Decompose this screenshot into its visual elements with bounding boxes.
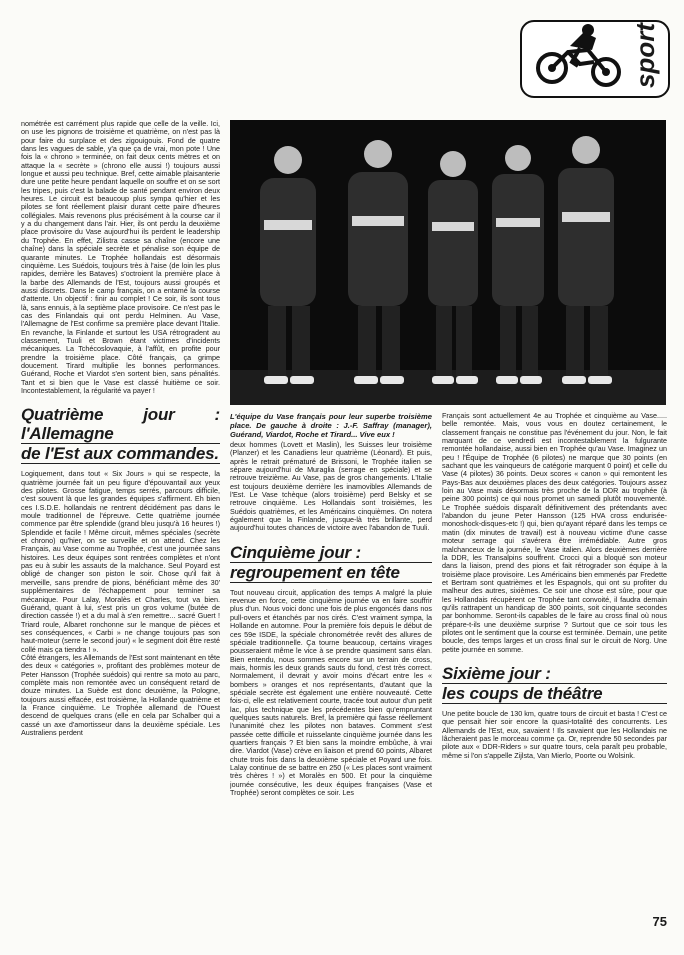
article-column-1 [21,120,220,906]
paragraph: Une petite boucle de 130 km, quatre tours de circuit et basta ! C'est ce que pensait hier soir encore la quasi-totalité des concurrents. Les Allemands de l'Est, eux, savaient ! Ils savaient que les Hollandais ne lâcheraient pas le morceau comme ça. Or, reprendre 50 secondes par pilote aux « DDR-Riders » sur quatre tours, cela paraît peu probable, même si l'on s'appelle Zijlsta, Van Mierlo, Poorte ou Wolsink. [442,708,667,760]
heading-line: Sixième jour : [442,664,667,684]
paragraph: deux hommes (Lovett et Maslin), les Suisses leur troisième (Planzer) et les Canadiens leur quatrième (Léonard). Et puis, après le retrait prématuré de Brissoni, le Trophée italien se sépare aujourd'hui de Muraglia (serrage en spéciale) et se retrouve treizième. Au Vase, pas de gros changements. L'Italie est toujours deuxième derrière les inamovibles Allemands de l'Est. Le Vase tchèque (alors troisième) perd Belsky et se retrouve cinquième. Les Hollandais sont troisièmes, les Suédois quatrièmes, et les Américains cinquièmes. On notera également que la Finlande, jusque-là très brillante, perd aujourd'hui toutes chances de victoire avec l'abandon de Tuuli. [230,440,432,533]
heading-line: de l'Est aux commandes. [21,444,219,464]
sport-logo [520,20,670,98]
page-number: 75 [652,914,667,929]
heading-line: regroupement en tête [230,563,432,583]
section-heading-day-six [442,664,667,704]
heading-line: les coups de théâtre [442,684,667,704]
paragraph: Logiquement, dans tout « Six Jours » qui se respecte, la quatrième journée fait un peu figure d'épouvantail aux yeux des pilotes. Grosse fatigue, temps serrés, parcours difficile, c'est souvent là que les grandes équipes s'affirment. Eh bien ces I.S.D.E. hollandais ne rentrent décidément pas dans le moule traditionnel de l'épreuve. Cette quatrième journée commence par être splendide (grand bleu jusqu'à 16 heures !) Splendide et facile ! Même circuit, mêmes spéciales (secrète et chrono) qu'hier, on se surveille et on attend. Chez les Français, au Vase comme au Trophée, c'est une journée sans histoires. Les deux équipes sont rentrées complètes et n'ont pas eu à subir les assauts de la malchance. Seul Poyard est obligé de changer son piston le soir. Chose qu'il fait à merveille, sans prendre de pions, bénéficiant même des 30' supplémentaires de l'échappement pour terminer sa mécanique. Pour Lalay, Moralès et Charles, tout va bien. Guérand, quant à lui, s'est pris un gros volume (butée de direction cassée !) et a du mal à s'en remettre... sacré Guert ! Triard roule, Albaret ronchonne sur le manque de pièces et ses conséquences, « Carbi » ne change toujours pas son haut-moteur (serre le second jour) « le segment doit être resté collé mais ça tiendra ! ». [21,469,220,654]
paragraph: nométrée est carrément plus rapide que celle de la veille. Ici, on use les pignons de troisième et quatrième, on n'est pas là pour faire du surplace et des zigouigouis. Fond de quatre dans les vagues de sable, y'a que ça de vrai, mon pote ! Une fois la « chrono » terminée, on fait deux cents mètres et on attaque la « secrète » (chrono elle aussi !) toujours aussi longue et aussi peu technique. Bref, cette aimable plaisanterie dure une petite heure pendant laquelle on souffre et on se sort les tripes, puis c'est la balade de santé pendant environ deux heures. Le circuit est beaucoup plus sympa qu'hier et les pilotes se font réellement plaisir durant cette paire d'heures collégiales. Mais revenons plus précisément à la course car il y a du changement dans l'air. Hier, ils ont perdu la deuxième place provisoire du Vase aujourd'hui ils perdent le leadership du Trophée. En effet, Zilistra casse sa chaîne (encore une chaîne) dans la spéciale secrète et pénalise son équipe de quarante minutes. Le Trophée hollandais est désormais cinquième. Les Suédois, toujours très à l'aise (de loin les plus rapides, derrière les Bataves) s'octroient la première place à la barbe des Allemands de l'Est, toujours aussi groupés et aussi discrets. Dans le camp français, on a entamé la course d'attente. Un objectif : finir au complet ! Ce soir, ils sont tous là, sans ennuis, à la septième place provisoire. Ce n'est pas le cas des Finlandais qui ont perdu Helminen. Au Vase, l'Allemagne de l'Est confirme sa première place devant l'Italie. En revanche, la Finlande et surtout les USA rétrogradent au classement, Tuuli et Brown étant victimes d'incidents mécaniques. La Tchécoslovaquie, à l'affût, en profite pour prendre la troisième place. Côté français, ça grimpe doucement. Tirard multiplie les bonnes performances. Guérand, Roche et Viardot s'en sortent bien, sans pénalités. Tant et si bien que le Vase est classé huitième ce soir. Incontestablement, la régularité va payer ! [21,120,220,395]
paragraph: Côté étrangers, les Allemands de l'Est sont maintenant en tête des deux « catégories », profitant des problèmes moteur de Peter Hansson (Trophée suédois) qui rentre sa moto au parc, complète mais non remontée avec un conséquent retard de douze minutes. La Suède est donc deuxième, la Pologne, toujours aussi effacée, est troisième, la Hollande quatrième et la France cinquième. Le Trophée allemand de l'Ouest descend de quelques crans (elle en cela par Schalber qui a cassé un axe d'amortisseur dans la deuxième spéciale. Les Australiens perdent [21,652,220,737]
photo-caption: L'équipe du Vase français pour leur superbe troisième place. De gauche à droite : J.-F. Saffray (manager), Guérand, Viardot, Roche et Tirard... Vive eux ! [230,412,432,439]
paragraph: Tout nouveau circuit, application des temps A malgré la pluie revenue en force, cette cinquième journée va en faire souffrir plus d'un. Nous voici donc une fois de plus engoncés dans nos pull-overs et étanchés par nos cirés. C'est vraiment sympa, la Hollande en automne. Pour la première fois depuis le début de ces 59e ISDE, la spéciale chronométrée revêt des allures de spéciale traditionnelle. Ça tourne beaucoup, certains virages pousseraient même le vice à se prendre quasiment sans élan. Bien entendu, nous sommes encore sur un terrain de cross, mais, hormis les deux grands sauts du fond, c'est très correct. Normalement, il devrait y avoir moins d'écart entre les « bombers » oranges et nos représentants, d'autant que la spéciale secrète est également une entière nouveauté. Cette fois-ci, elle est relativement courte, tracée tout autour d'un petit lac, plus technique que les précédentes bien qu'empruntant quelques sauts naturels. Bref, la première qui fasse réellement l'unanimité chez les pilotes non bataves. Comment s'est passée cette difficile et ruisselante cinquième journée dans les quartiers français ? Et bien sans la moindre embûche, à vrai dire. Viardot (Vase) crève en liaison et prend 60 points, Albaret chute trois fois dans la deuxième spéciale et Poyard une fois. Lalay continue de se battre en 250 (« Les places sont vraiment très chères ! ») et Moralès en 500. Et pour la cinquième journée consécutive, les deux équipes françaises (Vase et Trophée) seront complètes ce soir. Les [230,587,432,798]
team-photo-illustration [230,120,666,405]
heading-line: Quatrième jour : l'Allemagne [21,405,220,444]
heading-line: Cinquième jour : [230,543,432,563]
section-heading-day-five [230,543,432,583]
team-photo [230,120,666,405]
section-heading-day-four [21,405,220,464]
paragraph: Français sont actuellement 4e au Trophée et cinquième au Vase..... belle remontée. Mais, vous vous en doutez certainement, le classement français ne constitue pas l'événement du jour. Non, le fait marquant de ce vendredi est incontestablement la fulgurante remontée hollandaise, aussi bien en Trophée qu'au Vase. Imaginez un peu ! l'Équipe de Trophée (6 pilotes) ne marque que 30 points (en sachant que les vainqueurs de catégorie marquent 0 point) et celle du Vase (4 pilotes) 36 points. Deux scores « canon » qui remontent les Pays-Bas aux deuxièmes places des deux catégories. Toujours assez loin au Vase mais désormais très proche de la DDR au trophée (à peine 300 points) ce qui nous promet un samedi plutôt mouvementé. Le Trophée suédois disparaît définitivement des prétendants avec l'abandon du jeune Peter Hansson (125 HVA cross endurisée-monoshock-disques-etc !) qui, bien qu'ayant réparé dans les temps ce matin (dix minutes de travail) est à nouveau victime d'une casse moteur serrage qui s'avérera être irrémédiable. Autre gros malchanceux de la journée, le Vase italien. Alors deuxièmes derrière la DDR, les Transalpins souffrent. Crocci qui a bloqué son moteur dans la liaison, prend des pions et fait rétrograder son équipe à la troisième place provisoire. Les Américains bien emmenés par Fredette et Bertram sont quatrièmes et les Espagnols, qui ont su profiter du malheur des autres, sixièmes. Ce soir une chose est sûre, pour que les Hollandais récupèrent ce Trophée tant convoité, il faudra demain qu'ils rattrapent un handicap de 300 points, soit cinquante secondes par bonhomme. Seront-ils capables de le faire au cross final où nous prépare-t-ils une deuxième surprise ? Surtout que ce soir tous les pilotes ont le sentiment que la course est terminée. Demain, une petite boucle, des temps larges et un cross final sur le circuit de Norg. Une petite journée en somme. [442,412,667,654]
article-column-3 [442,412,667,932]
logo-text: sport [630,23,660,88]
article-column-2 [230,412,432,912]
